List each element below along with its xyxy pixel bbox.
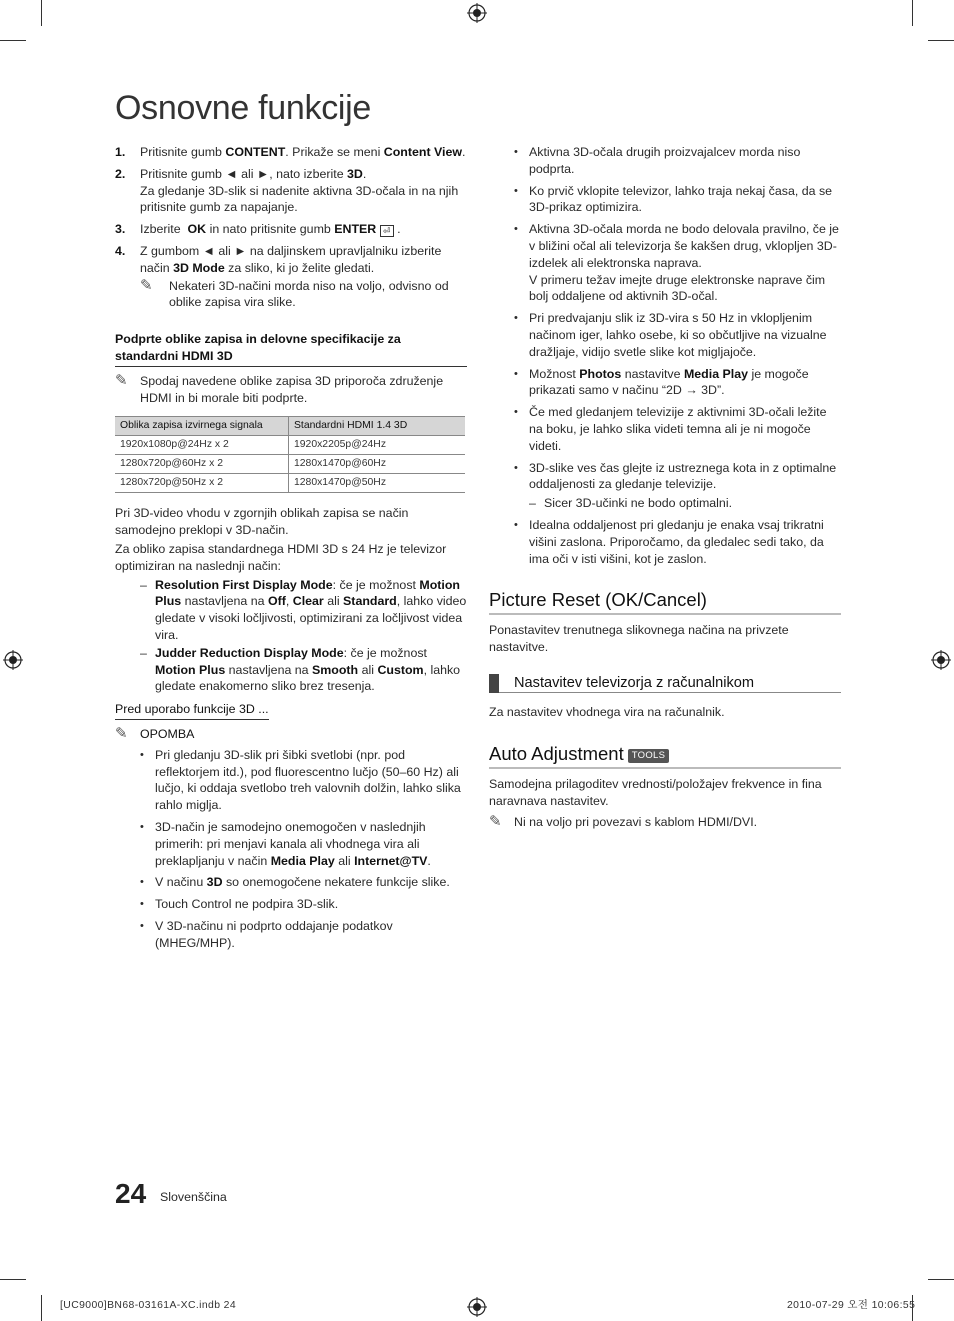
right-column xyxy=(489,144,841,836)
list-item: • Ko prvič vklopite televizor, lahko traja nekaj časa, da se 3D-prikaz optimizira. xyxy=(514,183,833,215)
list-item: • V 3D-načinu ni podprto oddajanje podatkov (MHEG/MHP). xyxy=(140,918,393,950)
list-item: • Možnost Photos nastavitve Media Play je mogoče prikazati samo v načinu “2D → 3D”. xyxy=(514,366,809,398)
table-header: Standardni HDMI 1.4 3D xyxy=(289,417,466,436)
step-text: Z gumbom ◄ ali ► na daljinskem upravljalniku izberite način 3D Mode za sliko, ki jo želite gledati. xyxy=(140,243,442,275)
table-cell: 1280x720p@60Hz x 2 xyxy=(115,455,289,474)
step-note xyxy=(115,278,467,312)
list-item: • Pri predvajanju slik iz 3D-vira s 50 Hz in vklopljenim načinom iger, lahko osebe, ki so občutljive na vizualne dražljaje, vidijo svetle slike kot migljajoče. xyxy=(514,311,827,359)
list-item-text: 3D-slike ves čas glejte iz ustreznega kota in z optimalne oddaljenosti za gledanje televizije. xyxy=(529,460,837,492)
step-item xyxy=(115,166,467,216)
note-pencil-icon: ✎ xyxy=(115,724,128,742)
hdmi-format-table xyxy=(115,416,465,493)
list-item-text: Ko prvič vklopite televizor, lahko traja nekaj časa, da se 3D-prikaz optimizira. xyxy=(529,183,833,215)
crop-mark xyxy=(0,40,26,41)
hdmi-heading: Podprte oblike zapisa in delovne specifikacije za standardni HDMI 3D xyxy=(115,331,467,367)
crop-mark xyxy=(912,0,913,26)
list-item-text: Aktivna 3D-očala morda ne bodo delovala pravilno, če je v bližini očal ali televizorja še kakšen drug, vklopljen 3D-izdelek ali elektronska naprava. V primeru težav imejte druge elektronske naprave čim bolj oddaljene od aktivnih 3D-očal. xyxy=(529,222,839,304)
table-cell: 1280x720p@50Hz x 2 xyxy=(115,474,289,493)
before-3d-heading: Pred uporabo funkcije 3D ... xyxy=(115,701,467,720)
list-item-text: Aktivna 3D-očala drugih proizvajalcev morda niso podprta. xyxy=(529,145,801,176)
list-item-text: 3D-način je samodejno onemogočen v naslednjih primerih: pri menjavi kanala ali vhodnega vira ali preklapljanju v način Media Play ali Internet@TV. xyxy=(155,819,431,868)
table-cell: 1280x1470p@60Hz xyxy=(289,455,466,474)
crop-mark xyxy=(41,1295,42,1321)
footer-timestamp: 2010-07-29 오전 10:06:55 xyxy=(787,1300,916,1311)
footer-file-info: [UC9000]BN68-03161A-XC.indb 24 xyxy=(60,1300,237,1311)
auto-adjustment-text: Samodejna prilagoditev vrednosti/položajev frekvence in fina naravnava nastavitev. xyxy=(489,776,822,808)
registration-mark-icon xyxy=(467,3,487,23)
step-number: 3. xyxy=(115,222,126,237)
sub-dash-text: Sicer 3D-učinki ne bodo optimalni. xyxy=(544,496,733,511)
hdmi-note xyxy=(115,373,467,407)
list-item-text: Pri gledanju 3D-slik pri šibki svetlobi (npr. pod reflektorjem itd.), pod fluorescentno lučjo (50–60 Hz) ali lučjo, ki oddaja svetlobo treh valovnih dolžin, lahko slika rahlo miglja. xyxy=(155,747,461,813)
step-number: 1. xyxy=(115,145,126,159)
list-item: • Aktivna 3D-očala drugih proizvajalcev morda niso podprta. xyxy=(514,145,801,176)
list-item-text: Možnost Photos nastavitve Media Play je mogoče prikazati samo v načinu “2D → 3D”. xyxy=(529,366,809,398)
list-item: • Če med gledanjem televizije z aktivnimi 3D-očali ležite na boku, je lahko slika videti temna ali je ni mogoče videti. xyxy=(514,405,827,453)
table-row xyxy=(115,474,465,493)
list-item: • Idealna oddaljenost pri gledanju je enaka vsaj trikratni višini zaslona. Priporočamo, da gledalec sedi tako, da ima oči v isti višini, kot je zaslon. xyxy=(514,517,824,566)
step-item xyxy=(115,243,467,277)
picture-reset-text: Ponastavitev trenutnega slikovnega načina na privzete nastavitve. xyxy=(489,623,789,655)
auto-adjustment-note-text: Ni na voljo pri povezavi s kablom HDMI/DVI. xyxy=(514,815,758,830)
crop-mark xyxy=(928,1279,954,1280)
note-pencil-icon: ✎ xyxy=(489,813,502,831)
table-cell: 1920x1080p@24Hz x 2 xyxy=(115,436,289,455)
opomba-label: OPOMBA xyxy=(140,726,195,741)
heading-bar-icon xyxy=(489,674,499,693)
opomba-note xyxy=(115,726,467,743)
pc-setup-heading: Nastavitev televizorja z računalnikom xyxy=(489,674,841,693)
pc-setup-text: Za nastavitev vhodnega vira na računalnik. xyxy=(489,704,725,719)
page-title: Osnovne funkcije xyxy=(115,89,372,127)
list-item-text: V 3D-načinu ni podprto oddajanje podatkov (MHEG/MHP). xyxy=(155,918,393,950)
step-text: Izberite OK in nato pritisnite gumb ENTER ⏎ . xyxy=(140,222,401,237)
registration-mark-icon xyxy=(467,1297,487,1317)
table-cell: 1920x2205p@24Hz xyxy=(289,436,466,455)
tools-badge-icon: TOOLS xyxy=(628,749,670,763)
registration-mark-icon xyxy=(3,650,23,670)
step-number: 2. xyxy=(115,166,126,181)
step-text: Pritisnite gumb ◄ ali ►, nato izberite 3D. Za gledanje 3D-slik si nadenite aktivna 3D-očala in na njih pritisnite gumb za napajanje. xyxy=(140,166,459,215)
dash-item-text: Judder Reduction Display Mode: če je možnost Motion Plus nastavljena na Smooth ali Custom, lahko gledate enakomerno sliko brez tresenja. xyxy=(155,645,461,694)
language-label: Slovenščina xyxy=(160,1190,227,1204)
page-number: 24 xyxy=(115,1178,147,1209)
picture-reset-heading: Picture Reset (OK/Cancel) xyxy=(489,589,841,615)
sub-dash-item: – Sicer 3D-učinki ne bodo optimalni. xyxy=(529,496,733,511)
step-note-text: Nekateri 3D-načini morda niso na voljo, odvisno od oblike zapisa vira slike. xyxy=(169,278,449,310)
step-text: Pritisnite gumb CONTENT. Prikaže se meni Content View. xyxy=(140,145,466,159)
left-column xyxy=(115,144,467,956)
list-item: • Aktivna 3D-očala morda ne bodo delovala pravilno, če je v bližini očal ali televizorja še kakšen drug, vklopljen 3D-izdelek ali elektronska naprava. V primeru težav imejte druge elektronske naprave čim bolj oddaljene od aktivnih 3D-očal. xyxy=(514,222,839,304)
paragraph: Za obliko zapisa standardnega HDMI 3D s 24 Hz je televizor optimiziran na naslednji način: xyxy=(115,541,447,573)
list-item-text: Če med gledanjem televizije z aktivnimi 3D-očali ležite na boku, je lahko slika videti temna ali je ni mogoče videti. xyxy=(529,405,827,453)
registration-mark-icon xyxy=(931,650,951,670)
dash-item: – Resolution First Display Mode: če je možnost Motion Plus nastavljena na Off, Clear ali Standard, lahko video gledate v visoki ločljivosti, optimizirani za ločljivost videa vira. xyxy=(140,577,467,642)
list-item: • Touch Control ne podpira 3D-slik. xyxy=(140,897,339,912)
list-item: • V načinu 3D so onemogočene nekatere funkcije slike. xyxy=(140,875,450,890)
list-item: • 3D-slike ves čas glejte iz ustreznega kota in z optimalne oddaljenosti za gledanje televizije. xyxy=(514,460,837,492)
table-row xyxy=(115,455,465,474)
crop-mark xyxy=(928,40,954,41)
crop-mark xyxy=(41,0,42,26)
dash-item: – Judder Reduction Display Mode: če je možnost Motion Plus nastavljena na Smooth ali Custom, lahko gledate enakomerno sliko brez tresenja. xyxy=(140,645,461,694)
list-item-text: V načinu 3D so onemogočene nekatere funkcije slike. xyxy=(155,875,450,890)
list-item-text: Touch Control ne podpira 3D-slik. xyxy=(155,897,339,912)
table-header: Oblika zapisa izvirnega signala xyxy=(115,417,289,436)
auto-adjustment-heading: Auto Adjustment TOOLS xyxy=(489,743,841,769)
auto-adjustment-note xyxy=(489,814,841,831)
step-item xyxy=(115,144,467,161)
note-pencil-icon: ✎ xyxy=(140,276,153,294)
list-item: • Pri gledanju 3D-slik pri šibki svetlobi (npr. pod reflektorjem itd.), pod fluorescentno lučjo (50–60 Hz) ali lučjo, ki oddaja svetlobo treh valovnih dolžin, lahko slika rahlo miglja. xyxy=(140,747,461,813)
hdmi-note-text: Spodaj navedene oblike zapisa 3D priporoča združenje HDMI in bi morale biti podprte. xyxy=(140,373,444,405)
list-item-text: Idealna oddaljenost pri gledanju je enaka vsaj trikratni višini zaslona. Priporočamo, da gledalec sedi tako, da ima oči v isti višini, kot je zaslon. xyxy=(529,517,824,566)
note-pencil-icon: ✎ xyxy=(115,371,128,389)
step-item xyxy=(115,221,467,238)
table-row xyxy=(115,436,465,455)
list-item-text: Pri predvajanju slik iz 3D-vira s 50 Hz in vklopljenim načinom iger, lahko osebe, ki so občutljive na vizualne dražljaje, vidijo svetle slike kot migljajoče. xyxy=(529,311,827,359)
list-item: • 3D-način je samodejno onemogočen v naslednjih primerih: pri menjavi kanala ali vhodnega vira ali preklapljanju v način Media Play ali Internet@TV. xyxy=(140,819,431,868)
crop-mark xyxy=(0,1279,26,1280)
paragraph: Pri 3D-video vhodu v zgornjih oblikah zapisa se način samodejno preklopi v 3D-način. xyxy=(115,506,409,538)
step-number: 4. xyxy=(115,243,126,258)
table-cell: 1280x1470p@50Hz xyxy=(289,474,466,493)
dash-item-text: Resolution First Display Mode: če je možnost Motion Plus nastavljena na Off, Clear ali Standard, lahko video gledate v visoki ločljivosti, optimizirani za ločljivost videa vira. xyxy=(155,577,467,642)
